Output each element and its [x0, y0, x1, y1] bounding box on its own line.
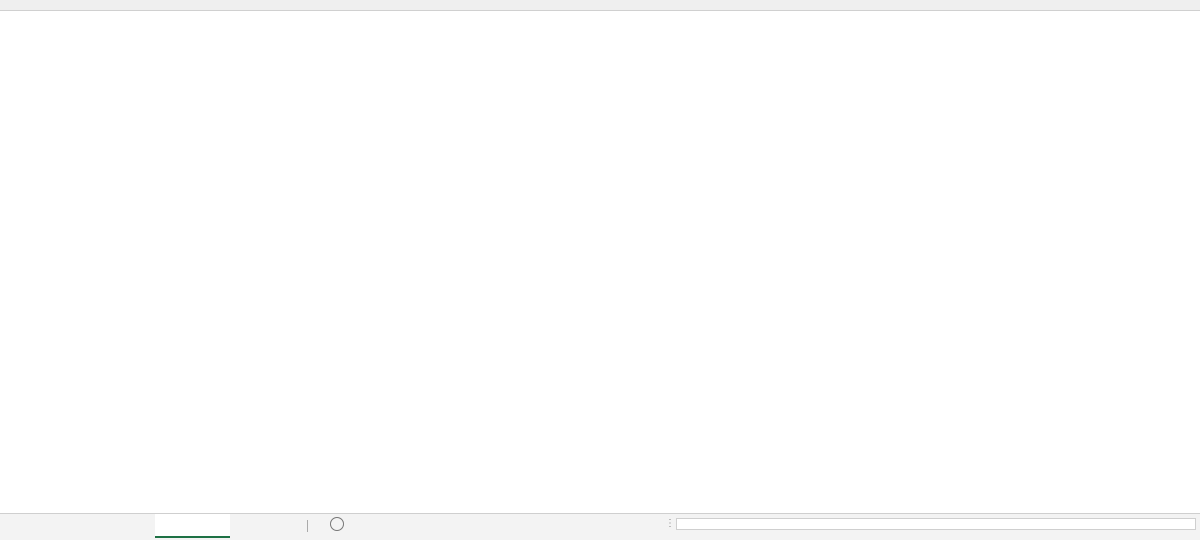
tab-pl-hisoboti[interactable]: [68, 514, 154, 536]
tab-divider: [307, 520, 308, 532]
tab-cash-flow[interactable]: [155, 514, 230, 538]
tab-dashboard[interactable]: [232, 514, 304, 536]
column-headers: [0, 0, 1200, 11]
scroll-handle-icon[interactable]: ⋮: [665, 518, 675, 529]
sheet-tab-bar: [0, 513, 1200, 540]
horizontal-scrollbar[interactable]: [676, 518, 1196, 530]
add-sheet-button[interactable]: [330, 517, 344, 531]
